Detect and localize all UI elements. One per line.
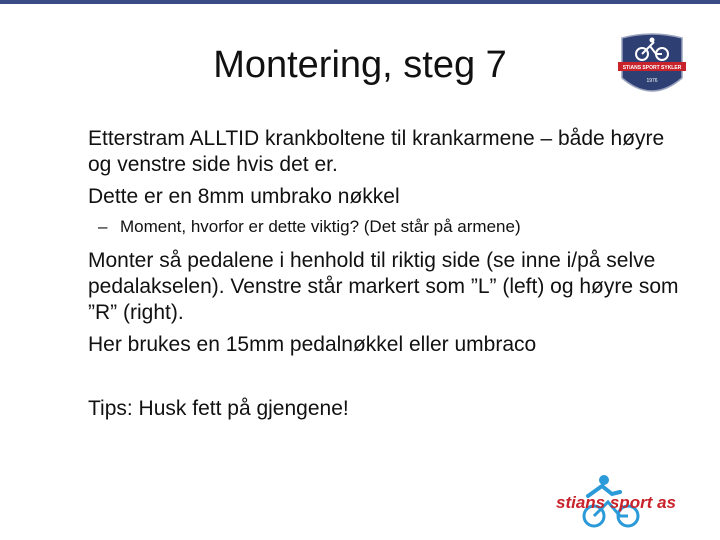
dash-bullet: –	[98, 217, 108, 236]
slide-body	[88, 126, 688, 428]
sub-bullet-text: Moment, hvorfor er dette viktig? (Det står på armene)	[120, 217, 521, 236]
tips-text: Tips: Husk fett på gjengene!	[88, 397, 349, 420]
paragraph: Monter så pedalene i henhold til riktig side (se inne i/på selve pedalakselen). Venstre står markert som ”L” (left) og høyre som ”R” (right).	[88, 249, 679, 324]
svg-text:STIANS SPORT SYKLER: STIANS SPORT SYKLER	[622, 65, 682, 71]
footer-logo-text: stians sport as	[556, 493, 676, 512]
stians-sport-badge-logo	[616, 30, 688, 102]
stians-sport-footer-logo	[546, 472, 686, 528]
paragraph: Her brukes en 15mm pedalnøkkel eller umbraco	[88, 333, 537, 356]
slide-title: Montering, steg 7	[213, 44, 507, 86]
top-rule	[0, 0, 720, 4]
sub-bullet	[98, 216, 688, 238]
paragraph: Etterstram ALLTID krankboltene til krankarmene – både høyre og venstre side hvis det er.	[88, 127, 665, 176]
svg-text:1976: 1976	[646, 78, 658, 84]
paragraph: Dette er en 8mm umbrako nøkkel	[88, 185, 400, 208]
